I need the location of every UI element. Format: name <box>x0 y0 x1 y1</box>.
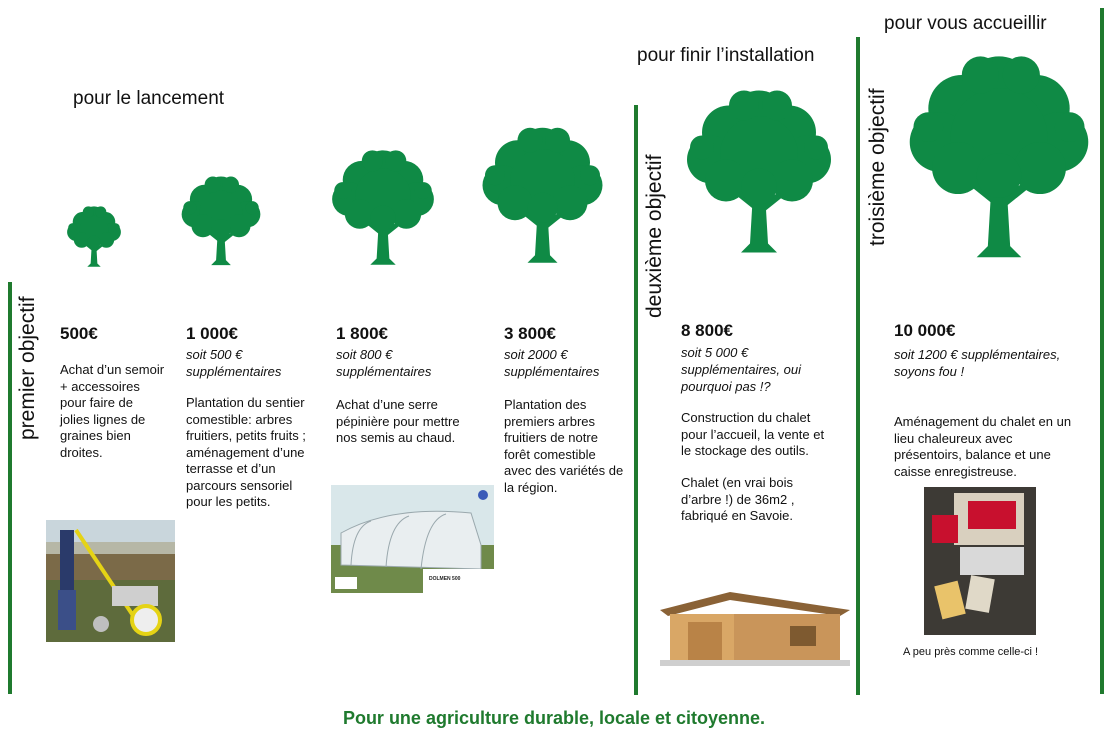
deuxieme-objectif-label: deuxième objectif <box>643 154 666 318</box>
footer-slogan: Pour une agriculture durable, locale et citoyenne. <box>342 708 766 728</box>
premier-objectif-label: premier objectif <box>16 296 39 440</box>
tree-icon-4 <box>480 118 605 270</box>
objective-bar-3 <box>856 37 860 695</box>
step-3-description: Achat d’une serre pépinière pour mettre nos semis au chaud. <box>336 397 460 445</box>
step-1-description: Achat d’un semoir + accessoires pour faire de jolies lignes de graines bien droites. <box>60 362 165 460</box>
step-2-extra: soit 500 € supplémentaires <box>186 347 282 379</box>
chalet-illustration <box>660 588 850 666</box>
tree-icon-2 <box>180 170 262 270</box>
tree-icon-6 <box>906 38 1092 272</box>
step-5-description: Construction du chalet pour l’accueil, la vente et le stockage des outils. <box>681 410 825 458</box>
objective-bar-4 <box>1100 8 1104 694</box>
phase-install-title: pour finir l’installation <box>637 45 815 66</box>
tree-icon-1 <box>66 203 122 269</box>
objective-bar-2 <box>634 105 638 695</box>
step-6-extra: soit 1200 € supplémentaires, soyons fou ! <box>894 347 1061 379</box>
step-3-amount: 1 800€ <box>336 324 388 343</box>
step-2-description: Plantation du sentier comestible: arbres fruitiers, petits fruits ; aménagement d’une terrasse et d’un parcours sensoriel pour les petits. <box>186 395 306 509</box>
tree-icon-5 <box>684 70 834 270</box>
register-caption: A peu près comme celle-ci ! <box>903 646 1039 658</box>
seeder-photo <box>46 520 175 642</box>
step-3-extra: soit 800 € supplémentaires <box>336 347 432 379</box>
greenhouse-label: DOLMEN 500 <box>429 576 461 582</box>
step-5-extra: soit 5 000 € supplémentaires, oui pourquoi pas !? <box>681 345 801 394</box>
step-1-amount: 500€ <box>60 324 98 343</box>
step-5-description-2: Chalet (en vrai bois d’arbre !) de 36m2 , fabriqué en Savoie. <box>681 475 795 523</box>
greenhouse-photo <box>331 485 494 593</box>
step-2-amount: 1 000€ <box>186 324 238 343</box>
step-6-amount: 10 000€ <box>894 321 956 340</box>
step-6-description: Aménagement du chalet en un lieu chaleureux avec présentoirs, balance et une caisse enregistreuse. <box>894 414 1072 479</box>
tree-icon-3 <box>330 143 436 270</box>
cash-register-photo <box>924 487 1036 635</box>
objective-bar-1 <box>8 282 12 694</box>
step-5-amount: 8 800€ <box>681 321 733 340</box>
step-4-extra: soit 2000 € supplémentaires <box>504 347 600 379</box>
step-4-amount: 3 800€ <box>504 324 556 343</box>
phase-welcome-title: pour vous accueillir <box>884 13 1047 34</box>
phase-launch-title: pour le lancement <box>73 88 225 109</box>
troisieme-objectif-label: troisième objectif <box>866 88 889 246</box>
step-4-description: Plantation des premiers arbres fruitiers de notre forêt comestible avec des variétés de la région. <box>504 397 624 495</box>
